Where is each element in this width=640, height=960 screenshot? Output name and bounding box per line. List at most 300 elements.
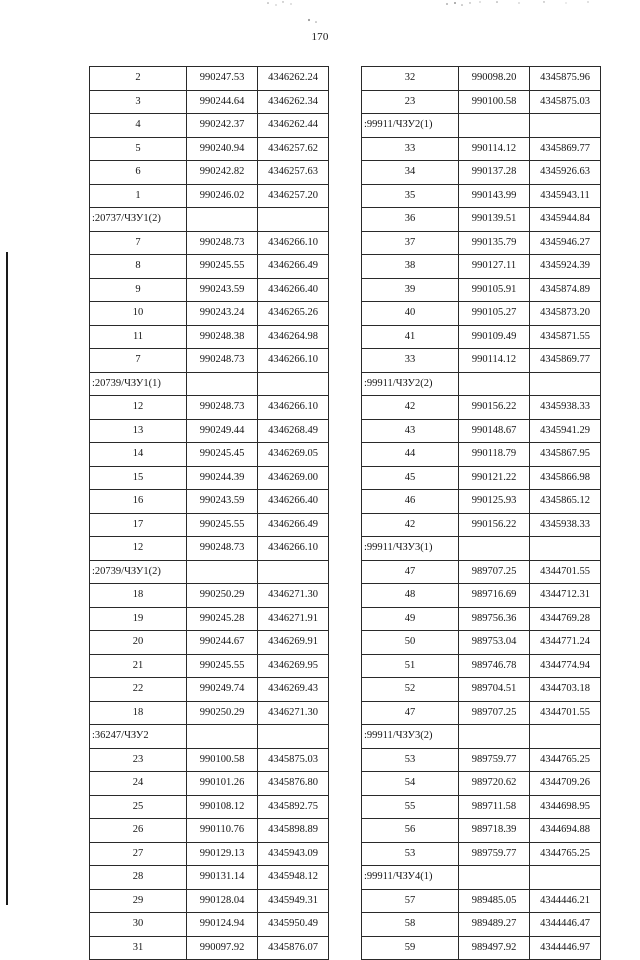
point-number: 25: [90, 795, 187, 819]
table-row: [362, 748, 601, 772]
point-number: 54: [362, 772, 459, 796]
y-coordinate: 4346262.24: [258, 67, 329, 91]
table-row: [362, 161, 601, 185]
x-coordinate: 990101.26: [187, 772, 258, 796]
table-row: [362, 184, 601, 208]
y-coordinate: 4346266.10: [258, 537, 329, 561]
point-number: 45: [362, 466, 459, 490]
y-coordinate: 4346269.05: [258, 443, 329, 467]
section-label: :99911/ЧЗУ2(1): [362, 114, 459, 138]
table-row: [362, 278, 601, 302]
y-coordinate: 4346266.10: [258, 231, 329, 255]
y-coordinate: 4345938.33: [530, 513, 601, 537]
x-coordinate: 990250.29: [187, 584, 258, 608]
y-coordinate: 4345949.31: [258, 889, 329, 913]
point-number: 18: [90, 584, 187, 608]
y-coordinate: 4346268.49: [258, 419, 329, 443]
table-row: [362, 513, 601, 537]
table-row: [90, 325, 329, 349]
point-number: 23: [90, 748, 187, 772]
section-header-row: [362, 372, 601, 396]
table-row: [90, 654, 329, 678]
table-row: [90, 748, 329, 772]
y-coordinate: 4346271.91: [258, 607, 329, 631]
point-number: 41: [362, 325, 459, 349]
point-number: 7: [90, 349, 187, 373]
y-coordinate: 4345944.84: [530, 208, 601, 232]
y-coordinate: 4345876.07: [258, 936, 329, 960]
point-number: 36: [362, 208, 459, 232]
y-coordinate: 4345875.96: [530, 67, 601, 91]
point-number: 58: [362, 913, 459, 937]
x-coordinate: 990139.51: [459, 208, 530, 232]
x-coordinate: 990245.55: [187, 513, 258, 537]
section-header-row: [90, 725, 329, 749]
table-row: [90, 889, 329, 913]
table-row: [362, 772, 601, 796]
table-row: [90, 67, 329, 91]
table-row: [362, 302, 601, 326]
section-label: :99911/ЧЗУ4(1): [362, 866, 459, 890]
x-coordinate: 990248.38: [187, 325, 258, 349]
point-number: 29: [90, 889, 187, 913]
point-number: 21: [90, 654, 187, 678]
table-row: [90, 396, 329, 420]
empty-cell: [530, 866, 601, 890]
table-row: [362, 443, 601, 467]
table-row: [362, 560, 601, 584]
y-coordinate: 4344769.28: [530, 607, 601, 631]
empty-cell: [187, 208, 258, 232]
empty-cell: [530, 537, 601, 561]
point-number: 20: [90, 631, 187, 655]
x-coordinate: 990245.55: [187, 255, 258, 279]
y-coordinate: 4345867.95: [530, 443, 601, 467]
table-row: [362, 67, 601, 91]
y-coordinate: 4345869.77: [530, 137, 601, 161]
empty-cell: [459, 725, 530, 749]
x-coordinate: 990137.28: [459, 161, 530, 185]
x-coordinate: 989711.58: [459, 795, 530, 819]
table-row: [362, 396, 601, 420]
y-coordinate: 4345873.20: [530, 302, 601, 326]
empty-cell: [258, 560, 329, 584]
point-number: 10: [90, 302, 187, 326]
point-number: 27: [90, 842, 187, 866]
table-row: [362, 819, 601, 843]
y-coordinate: 4346266.49: [258, 255, 329, 279]
y-coordinate: 4345892.75: [258, 795, 329, 819]
point-number: 12: [90, 537, 187, 561]
y-coordinate: 4346257.63: [258, 161, 329, 185]
x-coordinate: 990245.45: [187, 443, 258, 467]
x-coordinate: 990118.79: [459, 443, 530, 467]
point-number: 16: [90, 490, 187, 514]
y-coordinate: 4345943.09: [258, 842, 329, 866]
x-coordinate: 990243.59: [187, 278, 258, 302]
x-coordinate: 990143.99: [459, 184, 530, 208]
table-row: [362, 419, 601, 443]
point-number: 38: [362, 255, 459, 279]
y-coordinate: 4345875.03: [258, 748, 329, 772]
table-row: [90, 419, 329, 443]
table-row: [90, 819, 329, 843]
table-row: [90, 443, 329, 467]
x-coordinate: 990148.67: [459, 419, 530, 443]
x-coordinate: 989720.62: [459, 772, 530, 796]
table-row: [362, 701, 601, 725]
table-row: [90, 278, 329, 302]
page-number: 170: [311, 31, 329, 43]
table-row: [90, 161, 329, 185]
x-coordinate: 989746.78: [459, 654, 530, 678]
coordinates-table-right-body: [362, 67, 601, 960]
point-number: 46: [362, 490, 459, 514]
y-coordinate: 4345948.12: [258, 866, 329, 890]
x-coordinate: 990244.64: [187, 90, 258, 114]
x-coordinate: 989759.77: [459, 748, 530, 772]
empty-cell: [530, 725, 601, 749]
table-row: [90, 137, 329, 161]
empty-cell: [530, 114, 601, 138]
point-number: 18: [90, 701, 187, 725]
table-row: [362, 795, 601, 819]
table-row: [362, 325, 601, 349]
section-header-row: [362, 537, 601, 561]
table-row: [90, 631, 329, 655]
x-coordinate: 990109.49: [459, 325, 530, 349]
margin-bar: [6, 252, 8, 905]
x-coordinate: 990124.94: [187, 913, 258, 937]
x-coordinate: 990114.12: [459, 349, 530, 373]
x-coordinate: 990121.22: [459, 466, 530, 490]
x-coordinate: 990100.58: [459, 90, 530, 114]
table-row: [362, 466, 601, 490]
y-coordinate: 4346269.95: [258, 654, 329, 678]
y-coordinate: 4346262.34: [258, 90, 329, 114]
y-coordinate: 4344701.55: [530, 560, 601, 584]
table-row: [90, 90, 329, 114]
empty-cell: [258, 372, 329, 396]
table-row: [90, 772, 329, 796]
section-header-row: [90, 208, 329, 232]
y-coordinate: 4346266.49: [258, 513, 329, 537]
x-coordinate: 990246.02: [187, 184, 258, 208]
y-coordinate: 4346269.91: [258, 631, 329, 655]
point-number: 8: [90, 255, 187, 279]
point-number: 48: [362, 584, 459, 608]
y-coordinate: 4344446.21: [530, 889, 601, 913]
x-coordinate: 990242.37: [187, 114, 258, 138]
coordinates-table-left-body: [90, 67, 329, 960]
table-row: [90, 513, 329, 537]
y-coordinate: 4345871.55: [530, 325, 601, 349]
section-label: :36247/ЧЗУ2: [90, 725, 187, 749]
y-coordinate: 4345876.80: [258, 772, 329, 796]
y-coordinate: 4345943.11: [530, 184, 601, 208]
table-row: [90, 936, 329, 960]
x-coordinate: 989759.77: [459, 842, 530, 866]
section-label: :99911/ЧЗУ2(2): [362, 372, 459, 396]
x-coordinate: 989707.25: [459, 701, 530, 725]
x-coordinate: 990242.82: [187, 161, 258, 185]
y-coordinate: 4344765.25: [530, 748, 601, 772]
point-number: 52: [362, 678, 459, 702]
section-label: :20739/ЧЗУ1(1): [90, 372, 187, 396]
y-coordinate: 4346269.43: [258, 678, 329, 702]
y-coordinate: 4344709.26: [530, 772, 601, 796]
empty-cell: [187, 725, 258, 749]
y-coordinate: 4346257.62: [258, 137, 329, 161]
point-number: 9: [90, 278, 187, 302]
empty-cell: [459, 537, 530, 561]
x-coordinate: 989718.39: [459, 819, 530, 843]
table-row: [362, 490, 601, 514]
x-coordinate: 990240.94: [187, 137, 258, 161]
point-number: 53: [362, 842, 459, 866]
coordinates-table-right: [361, 66, 601, 960]
table-row: [362, 90, 601, 114]
table-row: [90, 114, 329, 138]
section-header-row: [90, 372, 329, 396]
point-number: 34: [362, 161, 459, 185]
table-row: [90, 584, 329, 608]
point-number: 44: [362, 443, 459, 467]
y-coordinate: 4345874.89: [530, 278, 601, 302]
table-row: [90, 466, 329, 490]
y-coordinate: 4345938.33: [530, 396, 601, 420]
empty-cell: [459, 114, 530, 138]
table-row: [90, 349, 329, 373]
point-number: 40: [362, 302, 459, 326]
x-coordinate: 990098.20: [459, 67, 530, 91]
point-number: 37: [362, 231, 459, 255]
point-number: 32: [362, 67, 459, 91]
empty-cell: [258, 208, 329, 232]
section-label: :20739/ЧЗУ1(2): [90, 560, 187, 584]
point-number: 26: [90, 819, 187, 843]
x-coordinate: 990245.28: [187, 607, 258, 631]
empty-cell: [187, 560, 258, 584]
x-coordinate: 990248.73: [187, 349, 258, 373]
x-coordinate: 990125.93: [459, 490, 530, 514]
point-number: 30: [90, 913, 187, 937]
section-header-row: [362, 866, 601, 890]
x-coordinate: 990135.79: [459, 231, 530, 255]
table-row: [362, 349, 601, 373]
section-label: :99911/ЧЗУ3(1): [362, 537, 459, 561]
x-coordinate: 990105.27: [459, 302, 530, 326]
empty-cell: [459, 866, 530, 890]
point-number: 5: [90, 137, 187, 161]
x-coordinate: 990243.24: [187, 302, 258, 326]
y-coordinate: 4345924.39: [530, 255, 601, 279]
section-header-row: [362, 725, 601, 749]
point-number: 57: [362, 889, 459, 913]
y-coordinate: 4344446.97: [530, 936, 601, 960]
point-number: 33: [362, 349, 459, 373]
point-number: 6: [90, 161, 187, 185]
point-number: 42: [362, 513, 459, 537]
point-number: 28: [90, 866, 187, 890]
x-coordinate: 990245.55: [187, 654, 258, 678]
x-coordinate: 990156.22: [459, 396, 530, 420]
x-coordinate: 989489.27: [459, 913, 530, 937]
point-number: 13: [90, 419, 187, 443]
table-row: [90, 184, 329, 208]
empty-cell: [187, 372, 258, 396]
table-row: [90, 842, 329, 866]
table-row: [362, 631, 601, 655]
x-coordinate: 990131.14: [187, 866, 258, 890]
point-number: 56: [362, 819, 459, 843]
y-coordinate: 4344703.18: [530, 678, 601, 702]
point-number: 15: [90, 466, 187, 490]
x-coordinate: 989497.92: [459, 936, 530, 960]
x-coordinate: 990127.11: [459, 255, 530, 279]
empty-cell: [258, 725, 329, 749]
table-row: [362, 678, 601, 702]
table-row: [90, 913, 329, 937]
y-coordinate: 4345866.98: [530, 466, 601, 490]
point-number: 42: [362, 396, 459, 420]
x-coordinate: 990108.12: [187, 795, 258, 819]
table-row: [90, 607, 329, 631]
point-number: 4: [90, 114, 187, 138]
y-coordinate: 4346266.10: [258, 349, 329, 373]
point-number: 19: [90, 607, 187, 631]
point-number: 39: [362, 278, 459, 302]
x-coordinate: 990114.12: [459, 137, 530, 161]
point-number: 12: [90, 396, 187, 420]
point-number: 55: [362, 795, 459, 819]
table-row: [362, 936, 601, 960]
x-coordinate: 990128.04: [187, 889, 258, 913]
y-coordinate: 4345869.77: [530, 349, 601, 373]
point-number: 47: [362, 560, 459, 584]
table-row: [362, 584, 601, 608]
x-coordinate: 990248.73: [187, 231, 258, 255]
point-number: 14: [90, 443, 187, 467]
x-coordinate: 989756.36: [459, 607, 530, 631]
x-coordinate: 990244.67: [187, 631, 258, 655]
empty-cell: [530, 372, 601, 396]
y-coordinate: 4346271.30: [258, 701, 329, 725]
y-coordinate: 4344701.55: [530, 701, 601, 725]
x-coordinate: 990097.92: [187, 936, 258, 960]
point-number: 31: [90, 936, 187, 960]
section-label: :99911/ЧЗУ3(2): [362, 725, 459, 749]
table-row: [362, 842, 601, 866]
x-coordinate: 990249.44: [187, 419, 258, 443]
table-row: [90, 537, 329, 561]
x-coordinate: 990247.53: [187, 67, 258, 91]
y-coordinate: 4346266.10: [258, 396, 329, 420]
point-number: 11: [90, 325, 187, 349]
point-number: 47: [362, 701, 459, 725]
y-coordinate: 4346271.30: [258, 584, 329, 608]
section-label: :20737/ЧЗУ1(2): [90, 208, 187, 232]
y-coordinate: 4346265.26: [258, 302, 329, 326]
y-coordinate: 4346264.98: [258, 325, 329, 349]
section-header-row: [90, 560, 329, 584]
y-coordinate: 4345950.49: [258, 913, 329, 937]
table-row: [90, 678, 329, 702]
table-row: [362, 607, 601, 631]
table-row: [362, 255, 601, 279]
y-coordinate: 4345898.89: [258, 819, 329, 843]
x-coordinate: 990244.39: [187, 466, 258, 490]
point-number: 7: [90, 231, 187, 255]
table-row: [90, 866, 329, 890]
point-number: 43: [362, 419, 459, 443]
y-coordinate: 4345865.12: [530, 490, 601, 514]
table-row: [362, 913, 601, 937]
x-coordinate: 989704.51: [459, 678, 530, 702]
y-coordinate: 4344765.25: [530, 842, 601, 866]
point-number: 1: [90, 184, 187, 208]
y-coordinate: 4344774.94: [530, 654, 601, 678]
x-coordinate: 989716.69: [459, 584, 530, 608]
x-coordinate: 990243.59: [187, 490, 258, 514]
point-number: 49: [362, 607, 459, 631]
y-coordinate: 4344771.24: [530, 631, 601, 655]
x-coordinate: 990129.13: [187, 842, 258, 866]
x-coordinate: 989485.05: [459, 889, 530, 913]
table-row: [362, 654, 601, 678]
y-coordinate: 4346257.20: [258, 184, 329, 208]
table-row: [90, 302, 329, 326]
section-header-row: [362, 114, 601, 138]
y-coordinate: 4344694.88: [530, 819, 601, 843]
x-coordinate: 990250.29: [187, 701, 258, 725]
point-number: 24: [90, 772, 187, 796]
x-coordinate: 990110.76: [187, 819, 258, 843]
y-coordinate: 4344712.31: [530, 584, 601, 608]
x-coordinate: 989753.04: [459, 631, 530, 655]
y-coordinate: 4345946.27: [530, 231, 601, 255]
table-row: [362, 208, 601, 232]
y-coordinate: 4346266.40: [258, 278, 329, 302]
point-number: 35: [362, 184, 459, 208]
x-coordinate: 989707.25: [459, 560, 530, 584]
x-coordinate: 990105.91: [459, 278, 530, 302]
table-row: [362, 889, 601, 913]
y-coordinate: 4344446.47: [530, 913, 601, 937]
table-row: [90, 255, 329, 279]
table-row: [90, 231, 329, 255]
y-coordinate: 4346269.00: [258, 466, 329, 490]
x-coordinate: 990249.74: [187, 678, 258, 702]
coordinates-table-left: [89, 66, 329, 960]
y-coordinate: 4346262.44: [258, 114, 329, 138]
point-number: 23: [362, 90, 459, 114]
table-row: [362, 137, 601, 161]
point-number: 2: [90, 67, 187, 91]
table-row: [90, 490, 329, 514]
y-coordinate: 4346266.40: [258, 490, 329, 514]
point-number: 3: [90, 90, 187, 114]
empty-cell: [459, 372, 530, 396]
point-number: 51: [362, 654, 459, 678]
x-coordinate: 990156.22: [459, 513, 530, 537]
table-row: [90, 701, 329, 725]
table-row: [90, 795, 329, 819]
point-number: 53: [362, 748, 459, 772]
x-coordinate: 990100.58: [187, 748, 258, 772]
point-number: 17: [90, 513, 187, 537]
x-coordinate: 990248.73: [187, 537, 258, 561]
